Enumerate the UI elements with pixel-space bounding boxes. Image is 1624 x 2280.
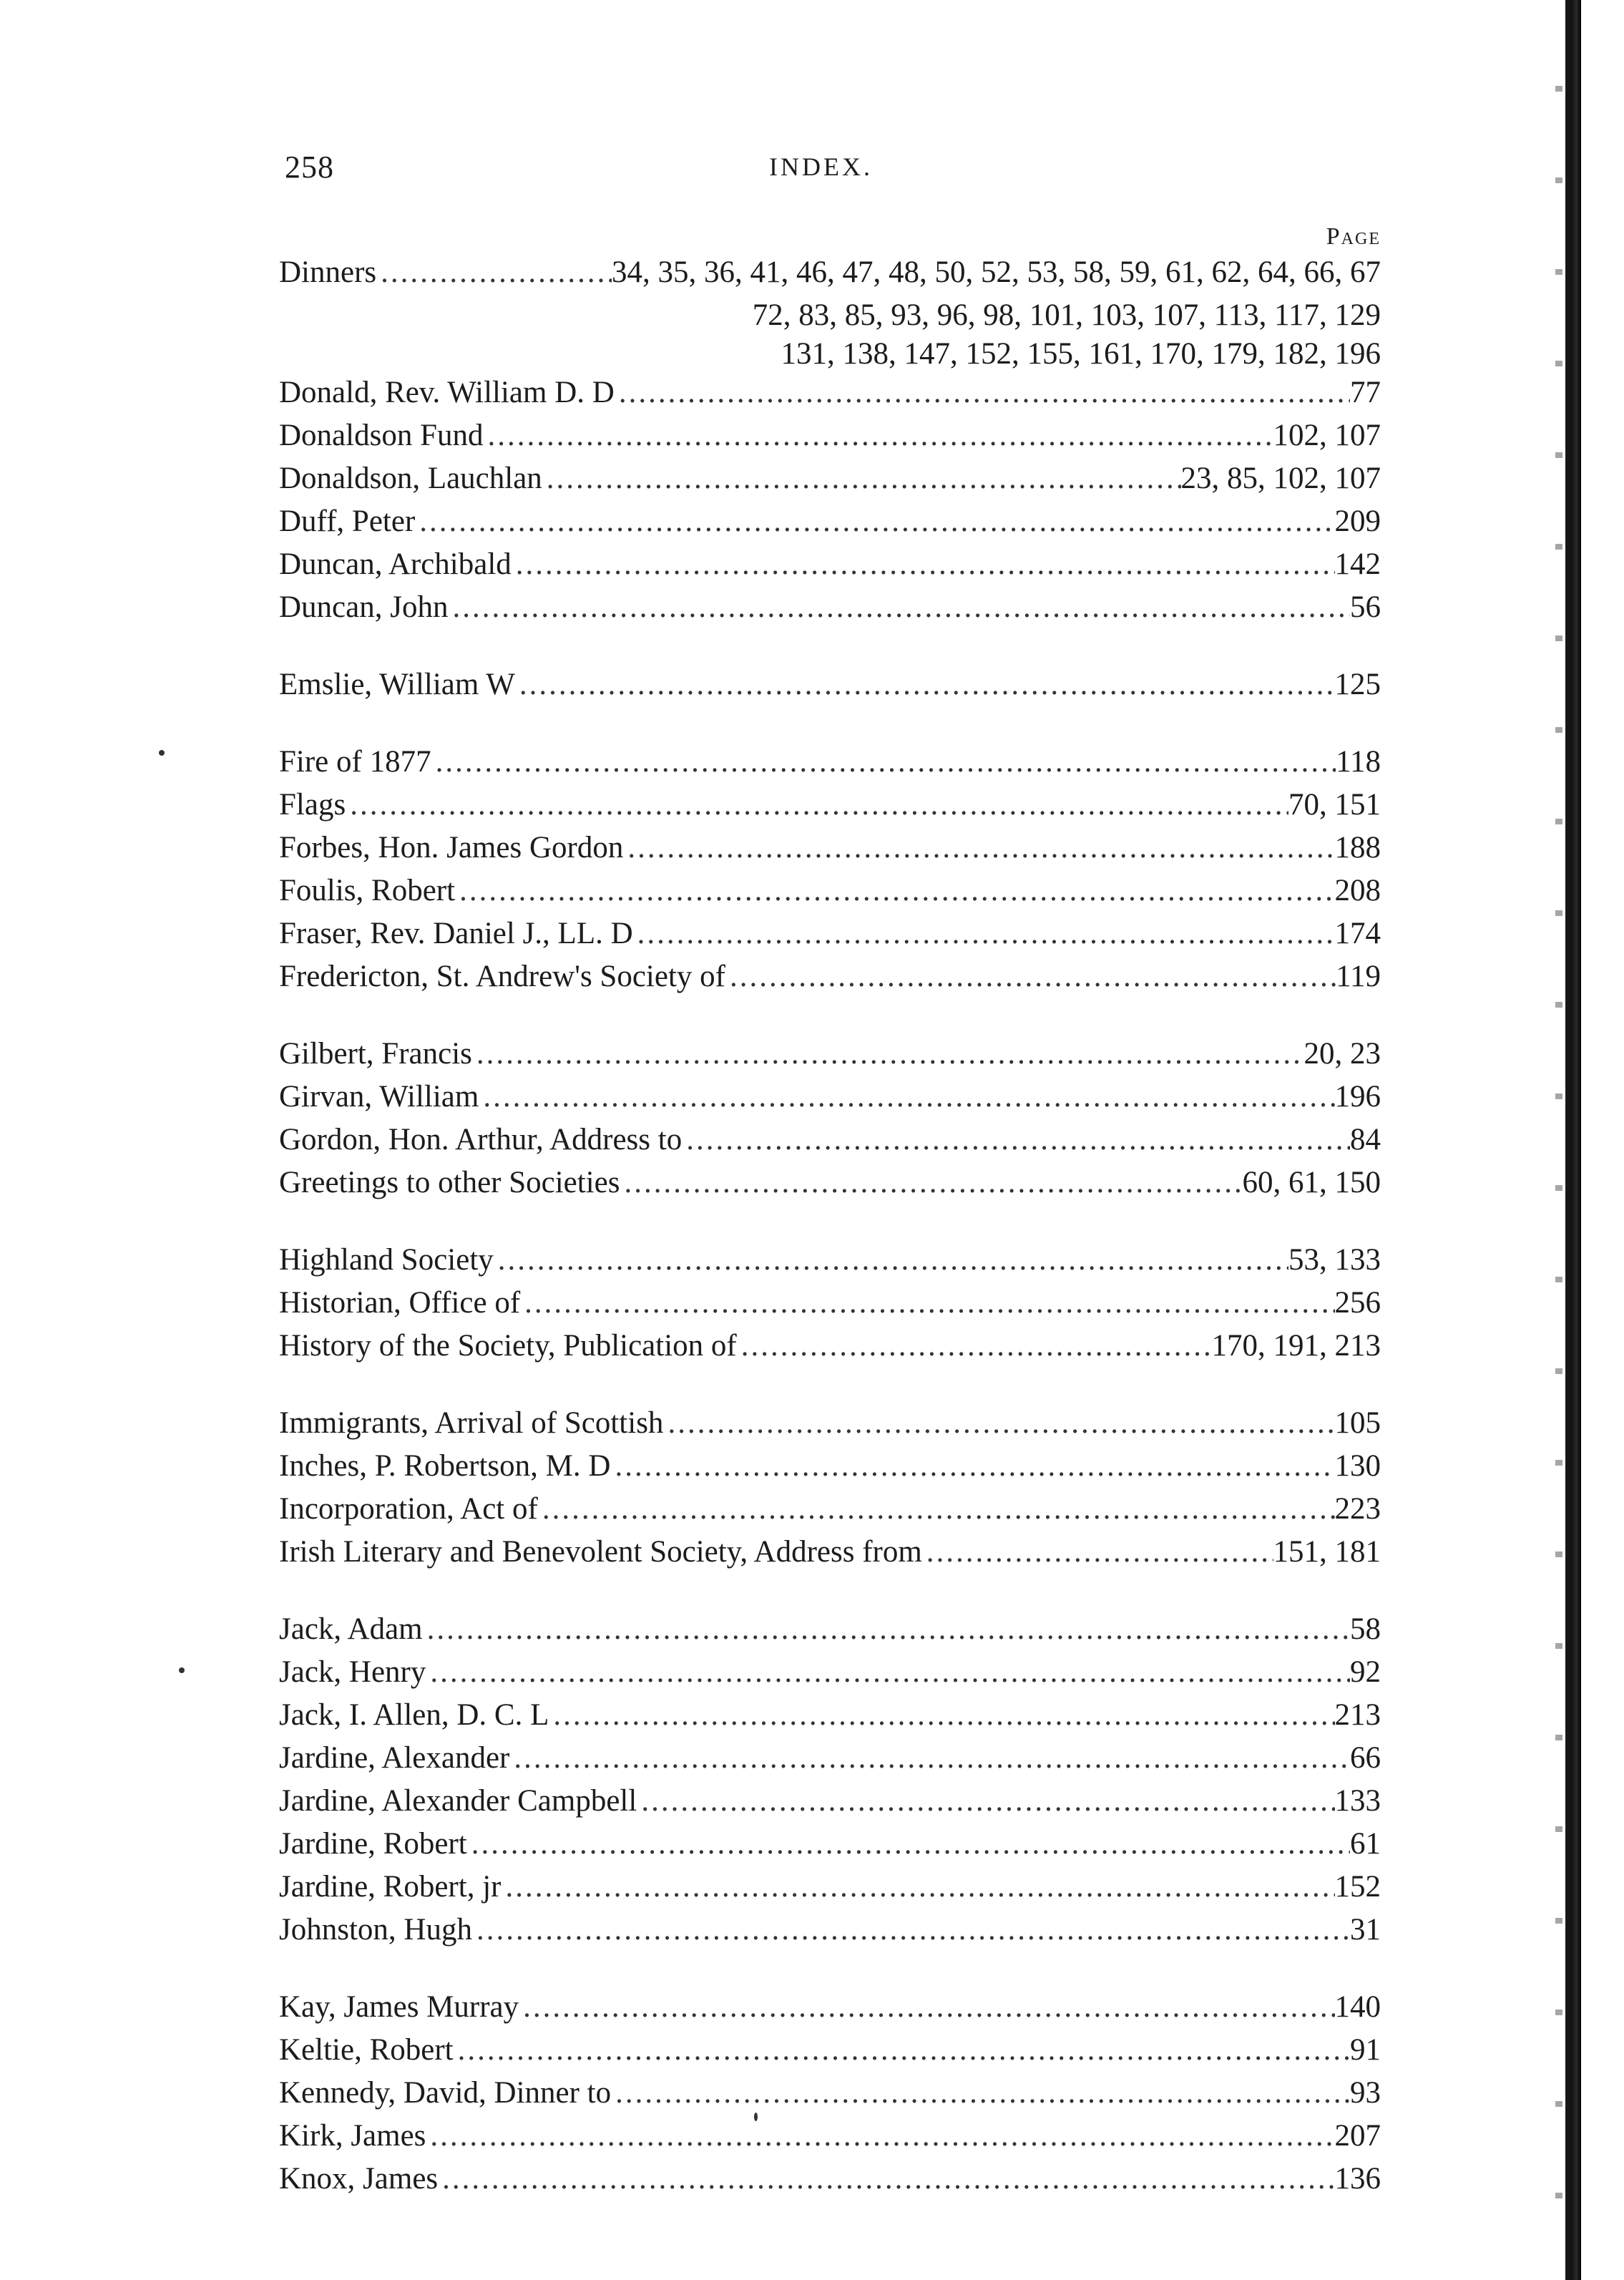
index-entry — [279, 1534, 1381, 1577]
entry-name: History of the Society, Publication of — [279, 1329, 737, 1363]
index-entry — [279, 1491, 1381, 1534]
leader-dots — [426, 1655, 1350, 1690]
entry-pages-continuation: 72, 83, 85, 93, 96, 98, 101, 103, 107, 113, 117, 129 — [752, 298, 1381, 332]
entry-pages: 70, 151 — [1288, 788, 1381, 822]
leader-dots — [455, 873, 1334, 908]
index-entry — [279, 1405, 1381, 1448]
leader-dots — [615, 375, 1350, 410]
entry-name: Fire of 1877 — [279, 745, 431, 779]
index-entry — [279, 1448, 1381, 1491]
entry-name: Gordon, Hon. Arthur, Address to — [279, 1123, 683, 1156]
leader-dots — [448, 590, 1350, 625]
leader-dots — [376, 255, 612, 290]
column-heading: Page — [1326, 223, 1381, 250]
entry-pages: 58 — [1350, 1612, 1381, 1646]
entry-name: Jack, Henry — [279, 1655, 426, 1689]
leader-dots — [519, 1989, 1334, 2025]
entry-pages: 118 — [1336, 745, 1381, 779]
index-entry — [279, 667, 1381, 710]
entry-name: Jardine, Robert, jr — [279, 1870, 502, 1904]
entry-name: Donald, Rev. William D. D — [279, 376, 615, 409]
entry-name: Kirk, James — [279, 2119, 426, 2153]
entry-name: Greetings to other Societies — [279, 1166, 620, 1199]
entry-name: Johnston, Hugh — [279, 1913, 472, 1947]
leader-dots — [431, 744, 1336, 779]
entry-name: Flags — [279, 788, 346, 822]
leader-dots — [438, 2161, 1334, 2196]
index-entry — [279, 787, 1381, 830]
entry-pages: 140 — [1334, 1990, 1381, 2024]
entry-name: Knox, James — [279, 2162, 439, 2196]
index-entries — [279, 255, 1381, 2204]
entry-name: Gilbert, Francis — [279, 1037, 472, 1071]
entry-name: Forbes, Hon. James Gordon — [279, 831, 624, 864]
leader-dots — [512, 547, 1335, 582]
leader-dots — [415, 504, 1334, 539]
index-entry — [279, 1869, 1381, 1912]
leader-dots — [922, 1534, 1273, 1569]
entry-name: Immigrants, Arrival of Scottish — [279, 1406, 664, 1440]
index-entry — [279, 1122, 1381, 1165]
entry-name: Jardine, Robert — [279, 1827, 467, 1861]
entry-pages: 170, 191, 213 — [1211, 1329, 1381, 1363]
entry-name: Jack, I. Allen, D. C. L — [279, 1698, 549, 1732]
index-entry — [279, 2032, 1381, 2075]
entry-name: Highland Society — [279, 1243, 494, 1277]
leader-dots — [610, 1448, 1334, 1484]
group-spacer — [279, 1955, 1381, 1989]
entry-pages: 151, 181 — [1273, 1535, 1381, 1569]
entry-pages: 66 — [1350, 1741, 1381, 1775]
group-spacer — [279, 633, 1381, 667]
index-entry — [279, 418, 1381, 461]
leader-dots — [737, 1328, 1212, 1363]
leader-dots — [549, 1697, 1334, 1733]
entry-pages: 142 — [1334, 547, 1381, 581]
index-entry — [279, 744, 1381, 787]
index-entry — [279, 1036, 1381, 1079]
group-spacer — [279, 1208, 1381, 1242]
index-entry — [279, 547, 1381, 590]
entry-name: Fredericton, St. Andrew's Society of — [279, 960, 725, 993]
entry-name: Incorporation, Act of — [279, 1492, 538, 1526]
entry-pages: 105 — [1334, 1406, 1381, 1440]
index-entry — [279, 1165, 1381, 1208]
entry-name: Historian, Office of — [279, 1286, 521, 1320]
entry-pages: 207 — [1334, 2119, 1381, 2153]
leader-dots — [494, 1242, 1288, 1277]
leader-dots — [467, 1826, 1350, 1861]
leader-dots — [725, 959, 1336, 994]
entry-pages: 174 — [1334, 917, 1381, 950]
entry-name: Girvan, William — [279, 1080, 479, 1114]
entry-pages: 56 — [1350, 590, 1381, 624]
index-entry — [279, 255, 1381, 298]
leader-dots — [542, 461, 1181, 496]
entry-name: Foulis, Robert — [279, 874, 456, 907]
index-entry — [279, 1740, 1381, 1783]
entry-pages: 130 — [1334, 1449, 1381, 1483]
group-spacer — [279, 1371, 1381, 1405]
entry-pages-continuation: 131, 138, 147, 152, 155, 161, 170, 179, 182, 196 — [781, 337, 1381, 371]
leader-dots — [509, 1740, 1350, 1775]
entry-name: Duff, Peter — [279, 505, 416, 538]
entry-pages: 152 — [1334, 1870, 1381, 1904]
entry-pages: 60, 61, 150 — [1242, 1166, 1381, 1199]
leader-dots — [479, 1079, 1334, 1114]
entry-pages: 92 — [1350, 1655, 1381, 1689]
entry-name: Jardine, Alexander Campbell — [279, 1784, 637, 1818]
entry-name: Kennedy, David, Dinner to — [279, 2076, 612, 2110]
index-entry — [279, 1826, 1381, 1869]
leader-dots — [346, 787, 1288, 822]
leader-dots — [426, 2118, 1334, 2153]
leader-dots — [633, 916, 1335, 951]
page-title: INDEX. — [769, 152, 873, 181]
entry-name: Dinners — [279, 255, 377, 289]
group-spacer — [279, 710, 1381, 744]
index-entry — [279, 1912, 1381, 1955]
index-entry — [279, 1079, 1381, 1122]
index-entry — [279, 1242, 1381, 1285]
entry-pages: 77 — [1350, 376, 1381, 409]
leader-dots — [520, 1285, 1334, 1320]
leader-dots — [472, 1912, 1350, 1947]
entry-pages: 256 — [1334, 1286, 1381, 1320]
index-entry — [279, 1328, 1381, 1371]
page-number: 258 — [285, 150, 334, 185]
index-entry — [279, 830, 1381, 873]
entry-name: Kay, James Murray — [279, 1990, 519, 2024]
entry-pages: 61 — [1350, 1827, 1381, 1861]
index-entry — [279, 1697, 1381, 1740]
entry-pages: 136 — [1334, 2162, 1381, 2196]
scan-speck — [159, 750, 165, 756]
leader-dots — [501, 1869, 1334, 1904]
leader-dots — [472, 1036, 1304, 1071]
entry-name: Irish Literary and Benevolent Society, Address from — [279, 1535, 922, 1569]
scan-speck — [179, 1667, 185, 1673]
index-entry — [279, 1783, 1381, 1826]
entry-pages: 133 — [1334, 1784, 1381, 1818]
group-spacer — [279, 1577, 1381, 1612]
index-entry — [279, 873, 1381, 916]
entry-pages: 23, 85, 102, 107 — [1180, 462, 1381, 495]
leader-dots — [483, 418, 1273, 453]
index-entry — [279, 959, 1381, 1002]
entry-pages: 102, 107 — [1273, 419, 1381, 452]
entry-pages: 91 — [1350, 2033, 1381, 2067]
entry-name: Keltie, Robert — [279, 2033, 454, 2067]
entry-pages: 188 — [1334, 831, 1381, 864]
entry-name: Jack, Adam — [279, 1612, 423, 1646]
entry-pages: 208 — [1334, 874, 1381, 907]
index-entry — [279, 590, 1381, 633]
entry-pages: 125 — [1334, 668, 1381, 701]
leader-dots — [515, 667, 1335, 702]
entry-name: Duncan, John — [279, 590, 449, 624]
index-entry — [279, 916, 1381, 959]
index-entry — [279, 2118, 1381, 2161]
binding-edge — [1565, 0, 1581, 2280]
entry-pages: 93 — [1350, 2076, 1381, 2110]
entry-name: Donaldson Fund — [279, 419, 484, 452]
index-entry — [279, 2161, 1381, 2204]
leader-dots — [663, 1405, 1334, 1441]
index-entry — [279, 504, 1381, 547]
entry-pages: 53, 133 — [1288, 1243, 1381, 1277]
leader-dots — [637, 1783, 1334, 1818]
scan-speck — [754, 2113, 758, 2121]
entry-pages: 84 — [1350, 1123, 1381, 1156]
entry-pages: 223 — [1334, 1492, 1381, 1526]
entry-pages: 34, 35, 36, 41, 46, 47, 48, 50, 52, 53, 58, 59, 61, 62, 64, 66, 67 — [612, 255, 1381, 289]
entry-pages: 196 — [1334, 1080, 1381, 1114]
entry-pages: 31 — [1350, 1913, 1381, 1947]
entry-pages: 213 — [1334, 1698, 1381, 1732]
leader-dots — [423, 1612, 1350, 1647]
leader-dots — [538, 1491, 1335, 1526]
entry-name: Jardine, Alexander — [279, 1741, 510, 1775]
leader-dots — [620, 1165, 1242, 1200]
entry-pages: 20, 23 — [1303, 1037, 1381, 1071]
entry-name: Duncan, Archibald — [279, 547, 512, 581]
entry-name: Inches, P. Robertson, M. D — [279, 1449, 611, 1483]
leader-dots — [682, 1122, 1350, 1157]
leader-dots — [611, 2075, 1350, 2110]
entry-pages: 209 — [1334, 505, 1381, 538]
index-entry — [279, 1612, 1381, 1655]
leader-dots — [623, 830, 1334, 865]
index-entry — [279, 461, 1381, 504]
index-entry — [279, 1655, 1381, 1697]
entry-name: Donaldson, Lauchlan — [279, 462, 542, 495]
index-entry — [279, 2075, 1381, 2118]
index-entry — [279, 375, 1381, 418]
index-entry — [279, 1285, 1381, 1328]
entry-pages: 119 — [1336, 960, 1381, 993]
group-spacer — [279, 1002, 1381, 1036]
leader-dots — [454, 2032, 1350, 2067]
entry-name: Emslie, William W — [279, 668, 515, 701]
index-entry — [279, 1989, 1381, 2032]
entry-name: Fraser, Rev. Daniel J., LL. D — [279, 917, 633, 950]
